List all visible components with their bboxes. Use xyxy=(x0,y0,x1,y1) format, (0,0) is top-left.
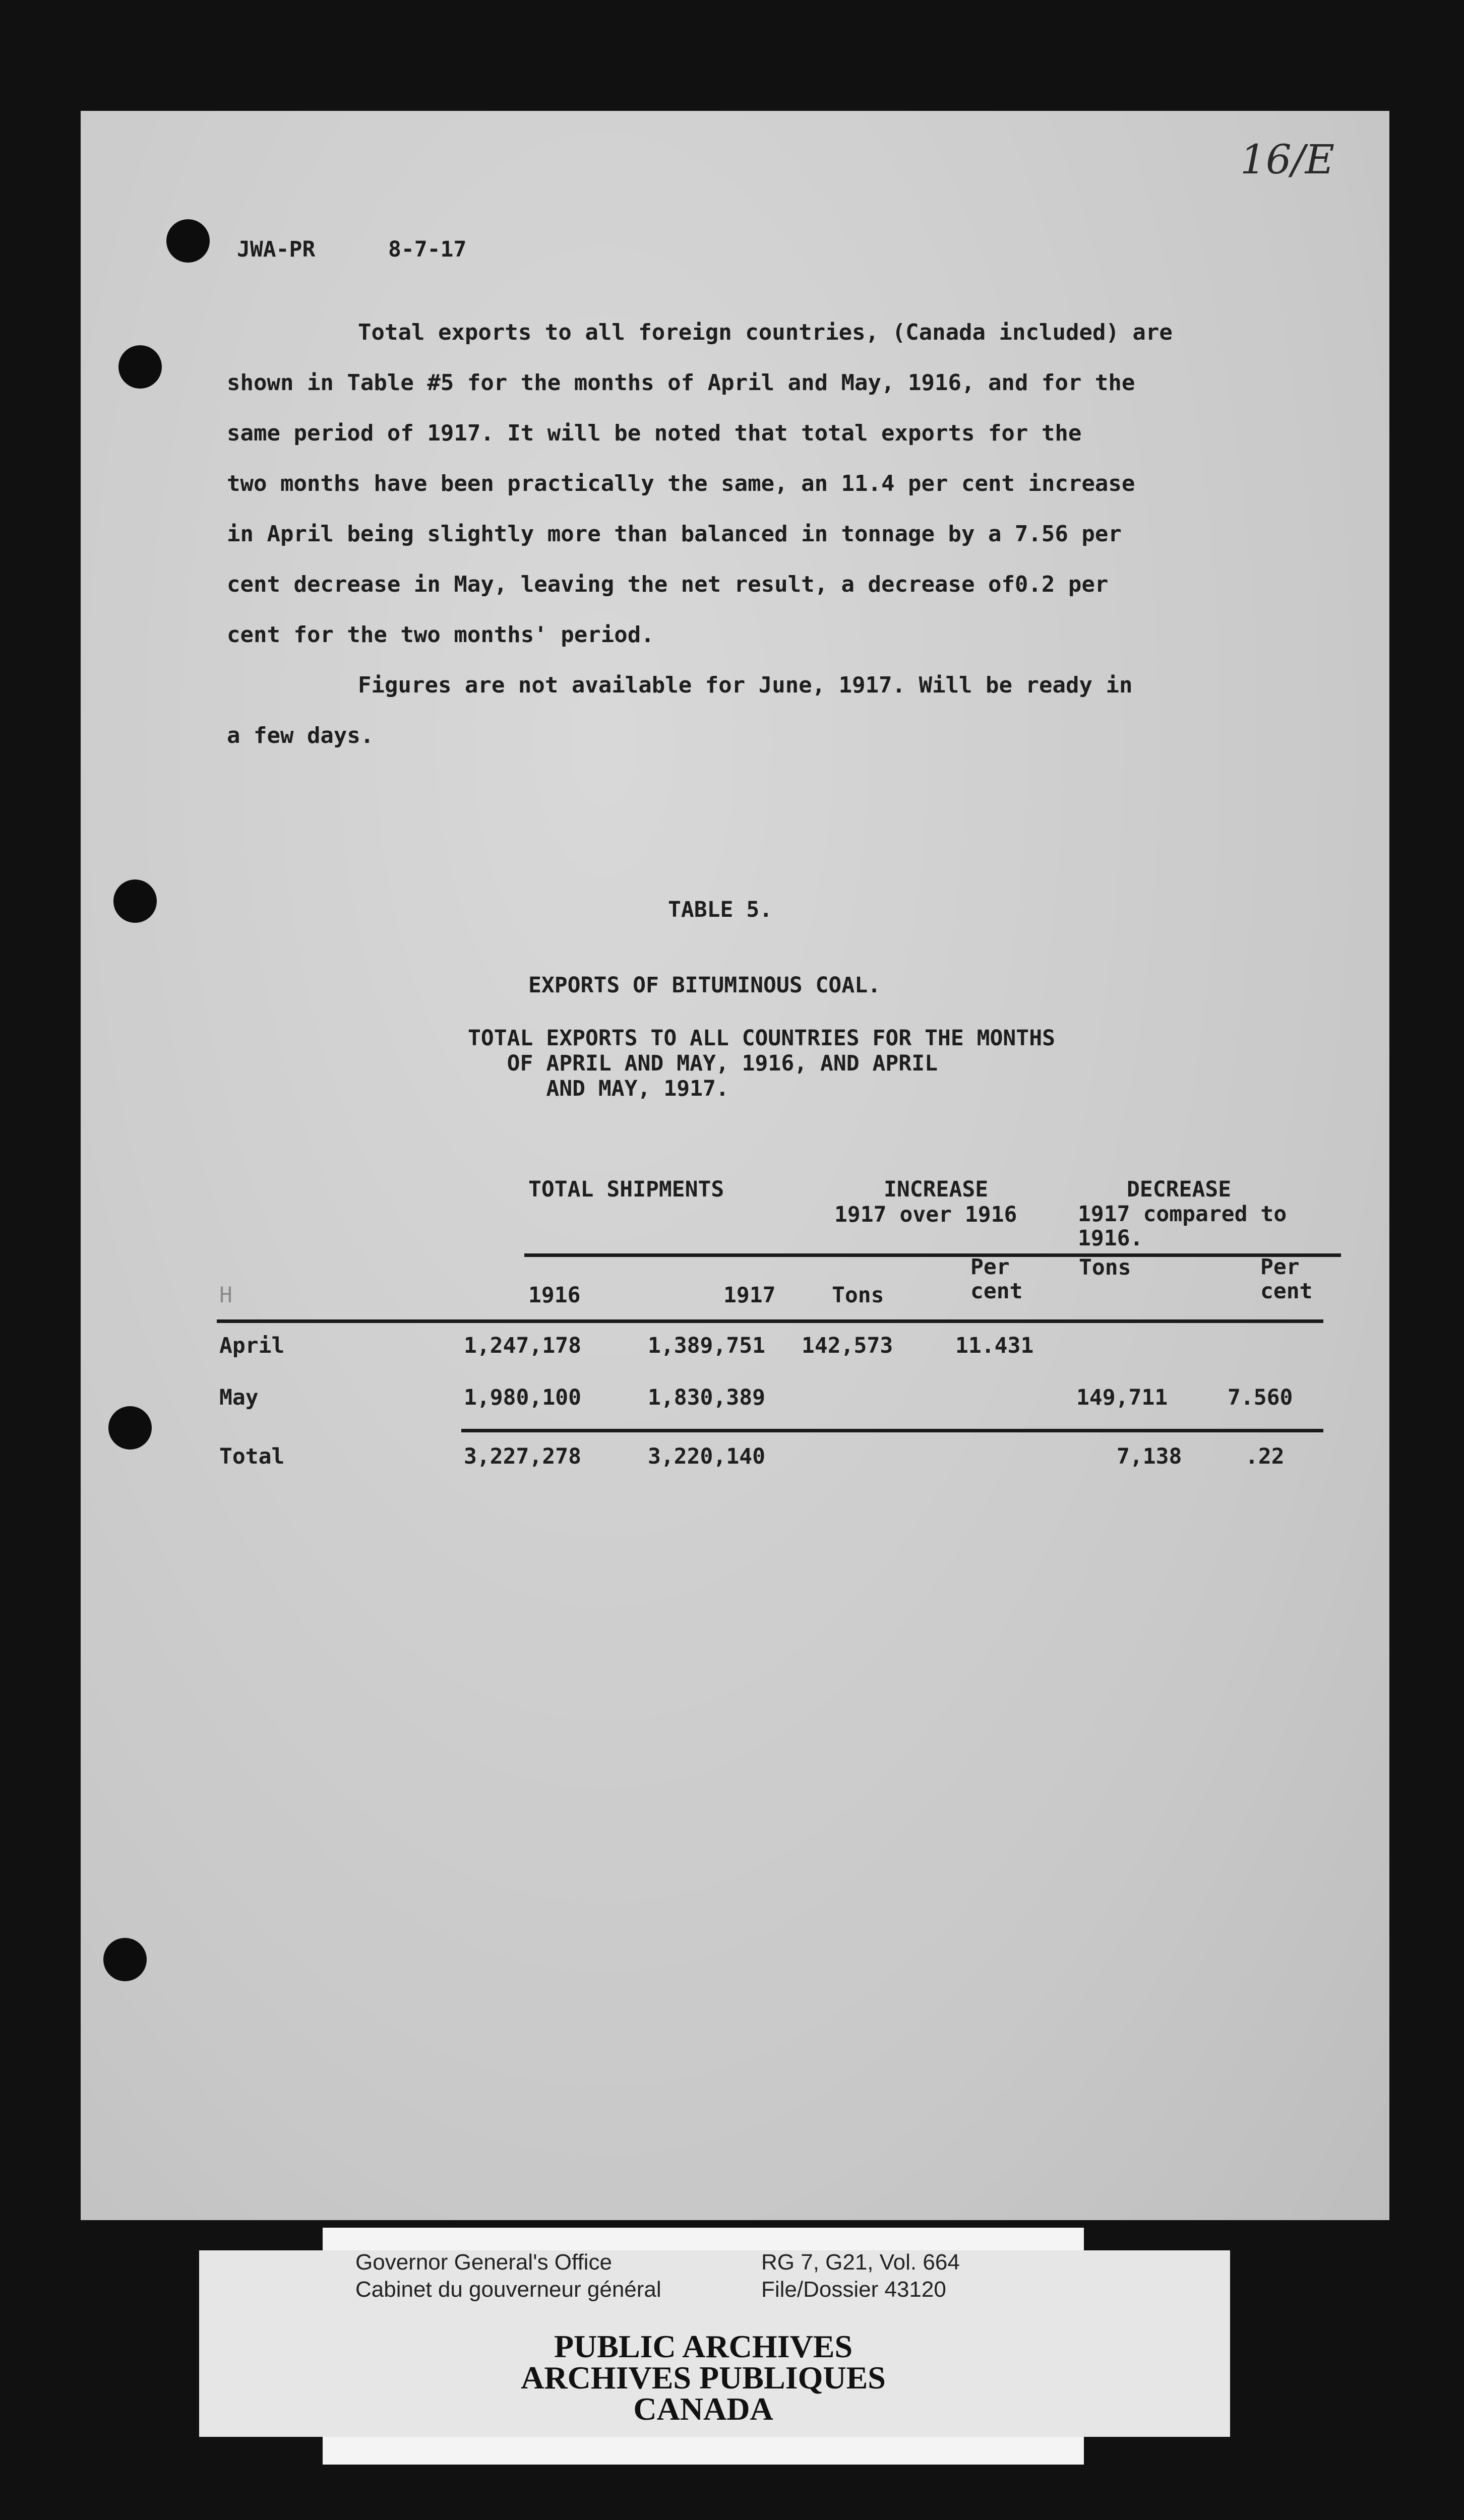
file-number: File/Dossier 43120 xyxy=(761,2277,946,2302)
archives-line3: CANADA xyxy=(633,2391,773,2427)
header-increase-sub: 1917 over 1916 xyxy=(834,1202,1017,1227)
table-caption: TOTAL EXPORTS TO ALL COUNTRIES FOR THE MONTHS OF APRIL AND MAY, 1916, AND APRIL AND MAY, 1917. xyxy=(468,1026,1055,1101)
header-date: 8-7-17 xyxy=(388,237,467,262)
table-title: TABLE 5. xyxy=(668,897,773,922)
cell-inc-pct: 11.431 xyxy=(955,1333,1034,1358)
header-total-shipments: TOTAL SHIPMENTS xyxy=(528,1177,724,1202)
row-label: Total xyxy=(219,1444,285,1469)
stray-mark: H xyxy=(219,1283,232,1308)
cell-1916: 3,227,278 xyxy=(464,1444,581,1469)
col-1917: 1917 xyxy=(723,1283,776,1308)
row-label: May xyxy=(219,1385,259,1410)
col-dec-tons: Tons xyxy=(1079,1255,1131,1280)
header-ref: JWA-PR xyxy=(237,237,316,262)
body-text xyxy=(227,307,1326,761)
col-dec-pct: Per cent xyxy=(1260,1254,1313,1304)
binder-hole xyxy=(103,1938,147,1981)
cell-dec-tons: 7,138 xyxy=(1117,1444,1182,1469)
cell-dec-pct: .22 xyxy=(1245,1444,1285,1469)
cell-dec-pct: 7.560 xyxy=(1228,1385,1293,1410)
header-increase: INCREASE xyxy=(884,1177,989,1202)
paragraph-june: Figures are not available for June, 1917. Will be ready in a few days. xyxy=(227,672,1133,748)
binder-hole xyxy=(118,345,162,389)
row-label: April xyxy=(219,1333,285,1358)
binder-hole xyxy=(166,219,210,263)
col-inc-pct: Per cent xyxy=(970,1254,1023,1304)
cell-1916: 1,980,100 xyxy=(464,1385,581,1410)
header-rule xyxy=(524,1253,1341,1257)
column-rule xyxy=(217,1319,1323,1323)
header-decrease-sub: 1917 compared to 1916. xyxy=(1078,1202,1287,1251)
archives-line2: ARCHIVES PUBLIQUES xyxy=(521,2360,886,2396)
cell-1917: 3,220,140 xyxy=(648,1444,765,1469)
cell-dec-tons: 149,711 xyxy=(1076,1385,1168,1410)
paragraph-exports: Total exports to all foreign countries, (Canada included) are shown in Table #5 for the months of April and May, 1916, and for the same period of 1917. It will be noted that total exports for the two months have been practically the same, an 11.4 per cent increase in April being slightly more than balanced in tonnage by a 7.56 per cent decrease in May, leaving the net result, a decrease of0.2 per cent for the two months' period. xyxy=(227,320,1173,648)
binder-hole xyxy=(113,879,157,923)
cell-1917: 1,830,389 xyxy=(648,1385,765,1410)
archives-line1: PUBLIC ARCHIVES xyxy=(554,2328,853,2364)
office-fr: Cabinet du gouverneur général xyxy=(355,2277,661,2302)
table-subtitle: EXPORTS OF BITUMINOUS COAL. xyxy=(528,973,881,998)
header-decrease: DECREASE xyxy=(1127,1177,1232,1202)
cell-1917: 1,389,751 xyxy=(648,1333,765,1358)
cell-inc-tons: 142,573 xyxy=(802,1333,893,1358)
col-1916: 1916 xyxy=(528,1283,581,1308)
office-en: Governor General's Office xyxy=(355,2250,612,2275)
col-inc-tons: Tons xyxy=(832,1283,884,1308)
reference: RG 7, G21, Vol. 664 xyxy=(761,2250,960,2275)
cell-1916: 1,247,178 xyxy=(464,1333,581,1358)
binder-hole xyxy=(108,1406,152,1450)
total-rule xyxy=(461,1429,1323,1432)
corner-mark: 16/E xyxy=(1240,136,1335,183)
